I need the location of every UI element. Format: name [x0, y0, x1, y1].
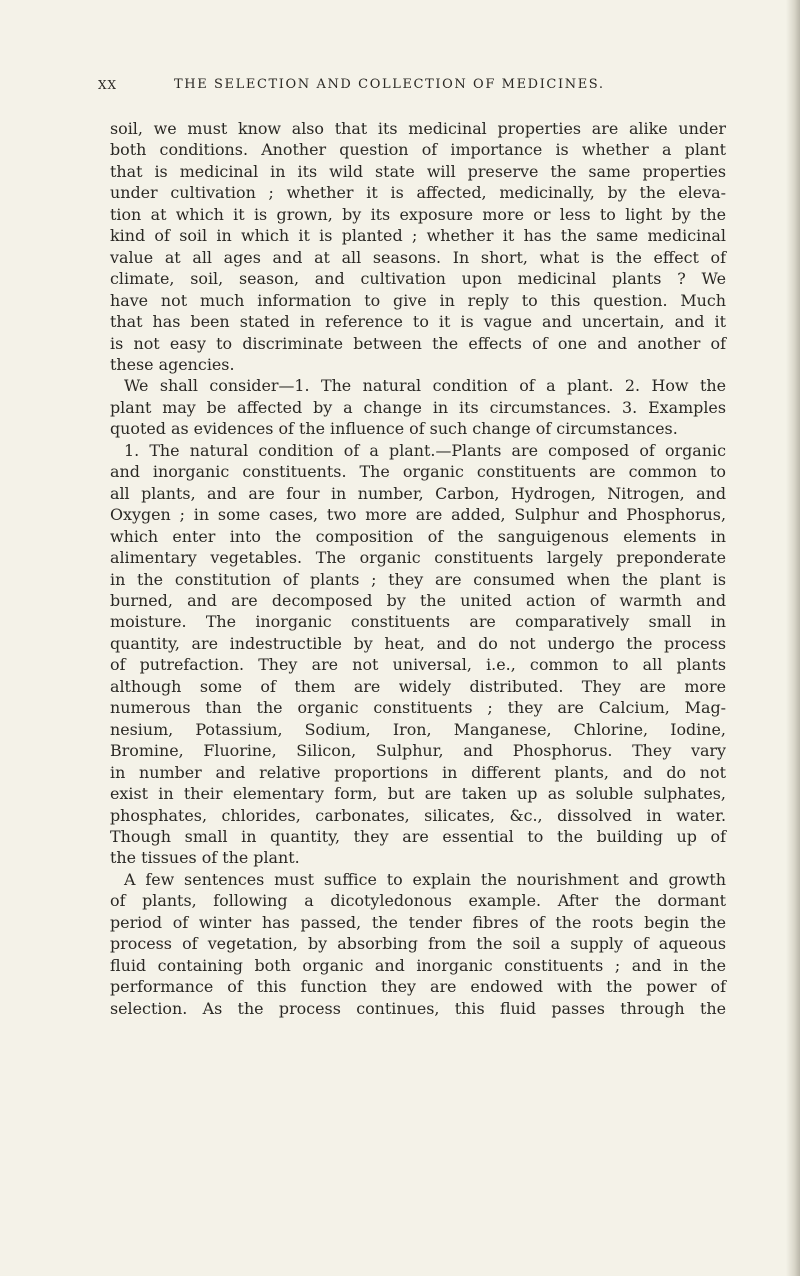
text-line: plant may be affected by a change in its circumstances. 3. Examples [110, 397, 726, 417]
text-line: value at all ages and at all seasons. In short, what is the effect of [110, 247, 726, 267]
text-line: exist in their elementary form, but are taken up as soluble sulphates, [110, 784, 726, 804]
text-line: process of vegetation, by absorbing from the soil a supply of aqueous [110, 934, 726, 954]
text-line: is not easy to discriminate between the effects of one and another of [110, 333, 726, 353]
running-head: THE SELECTION AND COLLECTION OF MEDICINES. [174, 77, 605, 92]
text-line: Bromine, Fluorine, Silicon, Sulphur, and Phosphorus. They vary [110, 741, 726, 761]
page-number: XX [98, 78, 118, 92]
text-line: have not much information to give in reply to this question. Much [110, 290, 726, 310]
text-line: quoted as evidences of the influence of such change of circumstances. [110, 419, 678, 439]
text-line: selection. As the process continues, this fluid passes through the [110, 998, 726, 1018]
text-line: of putrefaction. They are not universal, i.e., common to all plants [110, 655, 726, 675]
text-line: A few sentences must suffice to explain the nourishment and growth [124, 869, 726, 889]
page-header [0, 78, 800, 100]
text-line: Oxygen ; in some cases, two more are added, Sulphur and Phosphorus, [110, 505, 726, 525]
text-line: which enter into the composition of the sanguigenous elements in [110, 526, 726, 546]
text-line: both conditions. Another question of importance is whether a plant [110, 140, 726, 160]
text-line: numerous than the organic constituents ; they are Calcium, Mag- [110, 698, 726, 718]
text-line: burned, and are decomposed by the united action of warmth and [110, 590, 726, 610]
text-line: performance of this function they are endowed with the power of [110, 977, 726, 997]
text-line: that is medicinal in its wild state will preserve the same properties [110, 161, 726, 181]
text-line: period of winter has passed, the tender fibres of the roots begin the [110, 912, 726, 932]
text-line: moisture. The inorganic constituents are comparatively small in [110, 612, 726, 632]
text-line: in number and relative proportions in different plants, and do not [110, 762, 726, 782]
text-line: quantity, are indestructible by heat, and do not undergo the process [110, 633, 726, 653]
text-line: that has been stated in reference to it is vague and uncertain, and it [110, 312, 726, 332]
text-line: in the constitution of plants ; they are consumed when the plant is [110, 569, 726, 589]
page-edge-shadow [786, 0, 800, 1276]
text-line: of plants, following a dicotyledonous example. After the dormant [110, 891, 726, 911]
text-line: Though small in quantity, they are essential to the building up of [110, 826, 726, 846]
text-line: fluid containing both organic and inorganic constituents ; and in the [110, 955, 726, 975]
text-line: soil, we must know also that its medicinal properties are alike under [110, 119, 726, 138]
text-line: all plants, and are four in number, Carbon, Hydrogen, Nitrogen, and [110, 483, 726, 503]
text-line: phosphates, chlorides, carbonates, silicates, &c., dissolved in water. [110, 805, 726, 825]
text-line: alimentary vegetables. The organic constituents largely preponderate [110, 548, 726, 568]
text-line: 1. The natural condition of a plant.—Plants are composed of organic [124, 440, 726, 460]
text-line: We shall consider—1. The natural condition of a plant. 2. How the [124, 376, 726, 396]
text-line: and inorganic constituents. The organic constituents are common to [110, 462, 726, 482]
body-text [110, 118, 726, 1019]
text-line: kind of soil in which it is planted ; whether it has the same medicinal [110, 226, 726, 246]
text-line: tion at which it is grown, by its exposure more or less to light by the [110, 204, 726, 224]
text-line: under cultivation ; whether it is affected, medicinally, by the eleva- [110, 183, 726, 203]
text-line: climate, soil, season, and cultivation upon medicinal plants ? We [110, 269, 726, 289]
text-line: these agencies. [110, 354, 235, 374]
text-line: the tissues of the plant. [110, 848, 300, 868]
text-line: although some of them are widely distributed. They are more [110, 676, 726, 696]
text-line: nesium, Potassium, Sodium, Iron, Manganese, Chlorine, Iodine, [110, 719, 726, 739]
